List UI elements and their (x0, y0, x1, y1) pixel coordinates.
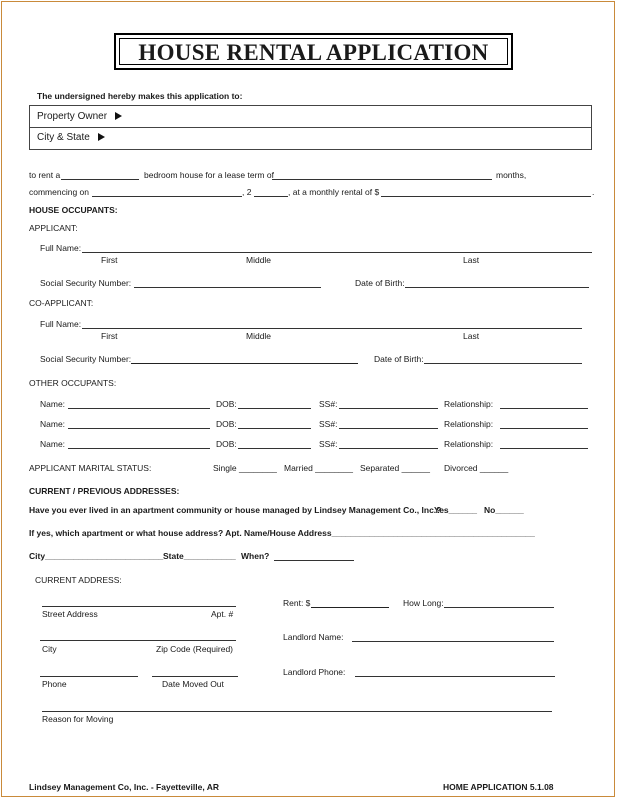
co-applicant-full-name-field[interactable] (82, 328, 582, 329)
reason-for-moving-label: Reason for Moving (42, 714, 114, 724)
occupant-relationship-label: Relationship: (444, 439, 494, 449)
other-occupants-label: OTHER OCCUPANTS: (29, 378, 117, 388)
when-label: When? (241, 551, 270, 561)
occupant-name-label: Name: (40, 439, 66, 449)
city-label: City (42, 644, 57, 654)
state-field[interactable]: State___________ (163, 551, 236, 561)
current-address-label: CURRENT ADDRESS: (35, 575, 122, 585)
middle-label: Middle (246, 331, 272, 341)
occupant-name-field[interactable] (68, 408, 210, 409)
lived-before-question: Have you ever lived in an apartment community or house managed by Lindsey Management Co., Inc.? (29, 505, 442, 515)
previous-address-question[interactable]: If yes, which apartment or what house address? Apt. Name/House Address___________________________________________ (29, 528, 535, 538)
date-moved-out-label: Date Moved Out (162, 679, 224, 689)
occupant-name-label: Name: (40, 399, 66, 409)
occupant-ss-label: SS#: (319, 399, 338, 409)
applicant-dob-field[interactable] (405, 287, 589, 288)
first-label: First (101, 331, 118, 341)
marital-status-label: APPLICANT MARITAL STATUS: (29, 463, 152, 473)
page-title: HOUSE RENTAL APPLICATION (138, 40, 489, 65)
period: . (592, 187, 595, 197)
landlord-name-label: Landlord Name: (283, 632, 344, 642)
intro-text: The undersigned hereby makes this application to: (37, 91, 243, 101)
occupant-relationship-label: Relationship: (444, 399, 494, 409)
occupant-relationship-field[interactable] (500, 448, 588, 449)
footer-company: Lindsey Management Co, Inc. - Fayetteville, AR (29, 782, 220, 792)
street-address-label: Street Address (42, 609, 98, 619)
apt-label: Apt. # (211, 609, 234, 619)
how-long-label: How Long: (403, 598, 444, 608)
lease-term-field[interactable] (272, 179, 492, 180)
occupant-dob-label: DOB: (216, 419, 237, 429)
commencing-date-field[interactable] (92, 196, 242, 197)
applicant-full-name-label: Full Name: (40, 243, 82, 253)
year-prefix: , 2 (242, 187, 252, 197)
rent-field[interactable] (311, 607, 389, 608)
co-applicant-full-name-label: Full Name: (40, 319, 82, 329)
lived-before-yes[interactable]: Yes______ (434, 505, 478, 515)
co-applicant-ssn-field[interactable] (131, 363, 358, 364)
arrow-right-icon (115, 112, 122, 120)
when-field[interactable] (274, 560, 354, 561)
occupant-relationship-field[interactable] (500, 408, 588, 409)
bedrooms-field[interactable] (61, 179, 139, 180)
addresses-heading: CURRENT / PREVIOUS ADDRESSES: (29, 486, 180, 496)
applicant-ssn-label: Social Security Number: (40, 278, 132, 288)
occupant-name-field[interactable] (68, 428, 210, 429)
applicant-ssn-field[interactable] (134, 287, 321, 288)
marital-separated-option[interactable]: Separated ______ (360, 463, 430, 473)
zip-code-label: Zip Code (Required) (156, 644, 234, 654)
city-zip-field[interactable] (40, 640, 236, 641)
city-state-field[interactable] (37, 132, 105, 143)
last-label: Last (463, 331, 480, 341)
city-field[interactable]: City_________________________ (29, 551, 164, 561)
applicant-dob-label: Date of Birth: (355, 278, 405, 288)
phone-label: Phone (42, 679, 67, 689)
commencing-label: commencing on (29, 187, 90, 197)
occupant-ss-label: SS#: (319, 439, 338, 449)
title-box (114, 33, 513, 70)
co-applicant-label: CO-APPLICANT: (29, 298, 94, 308)
occupant-dob-field[interactable] (238, 428, 311, 429)
monthly-rental-label: , at a monthly rental of $ (288, 187, 380, 197)
occupant-dob-field[interactable] (238, 408, 311, 409)
marital-divorced-option[interactable]: Divorced ______ (444, 463, 509, 473)
bedroom-label: bedroom house for a lease term of (144, 170, 274, 180)
landlord-name-field[interactable] (352, 641, 554, 642)
last-label: Last (463, 255, 480, 265)
marital-married-option[interactable]: Married ________ (284, 463, 353, 473)
occupant-ss-field[interactable] (339, 408, 438, 409)
date-moved-out-field[interactable] (152, 676, 238, 677)
occupant-relationship-field[interactable] (500, 428, 588, 429)
rent-label: Rent: $ (283, 598, 311, 608)
occupant-name-label: Name: (40, 419, 66, 429)
footer-form-id: HOME APPLICATION 5.1.08 (443, 782, 554, 792)
lived-before-no[interactable]: No______ (484, 505, 524, 515)
occupant-relationship-label: Relationship: (444, 419, 494, 429)
co-applicant-ssn-label: Social Security Number: (40, 354, 132, 364)
applicant-label: APPLICANT: (29, 223, 78, 233)
applicant-full-name-field[interactable] (82, 252, 592, 253)
occupant-dob-label: DOB: (216, 439, 237, 449)
middle-label: Middle (246, 255, 272, 265)
street-address-field[interactable] (42, 606, 236, 607)
how-long-field[interactable] (444, 607, 554, 608)
occupant-dob-label: DOB: (216, 399, 237, 409)
property-owner-label: Property Owner (37, 111, 108, 122)
arrow-right-icon (98, 133, 105, 141)
city-state-label: City & State (37, 132, 90, 143)
landlord-phone-label: Landlord Phone: (283, 667, 346, 677)
house-occupants-heading: HOUSE OCCUPANTS: (29, 205, 118, 215)
co-applicant-dob-label: Date of Birth: (374, 354, 424, 364)
marital-single-option[interactable]: Single ________ (213, 463, 277, 473)
occupant-ss-field[interactable] (339, 448, 438, 449)
owner-box (29, 105, 592, 150)
landlord-phone-field[interactable] (355, 676, 555, 677)
to-rent-label: to rent a (29, 170, 61, 180)
occupant-ss-label: SS#: (319, 419, 338, 429)
monthly-rental-field[interactable] (381, 196, 591, 197)
phone-field[interactable] (40, 676, 138, 677)
months-label: months, (496, 170, 527, 180)
first-label: First (101, 255, 118, 265)
occupant-name-field[interactable] (68, 448, 210, 449)
occupant-dob-field[interactable] (238, 448, 311, 449)
occupant-ss-field[interactable] (339, 428, 438, 429)
co-applicant-dob-field[interactable] (424, 363, 582, 364)
property-owner-field[interactable] (37, 111, 122, 122)
reason-for-moving-field[interactable] (42, 711, 552, 712)
year-field[interactable] (254, 196, 288, 197)
